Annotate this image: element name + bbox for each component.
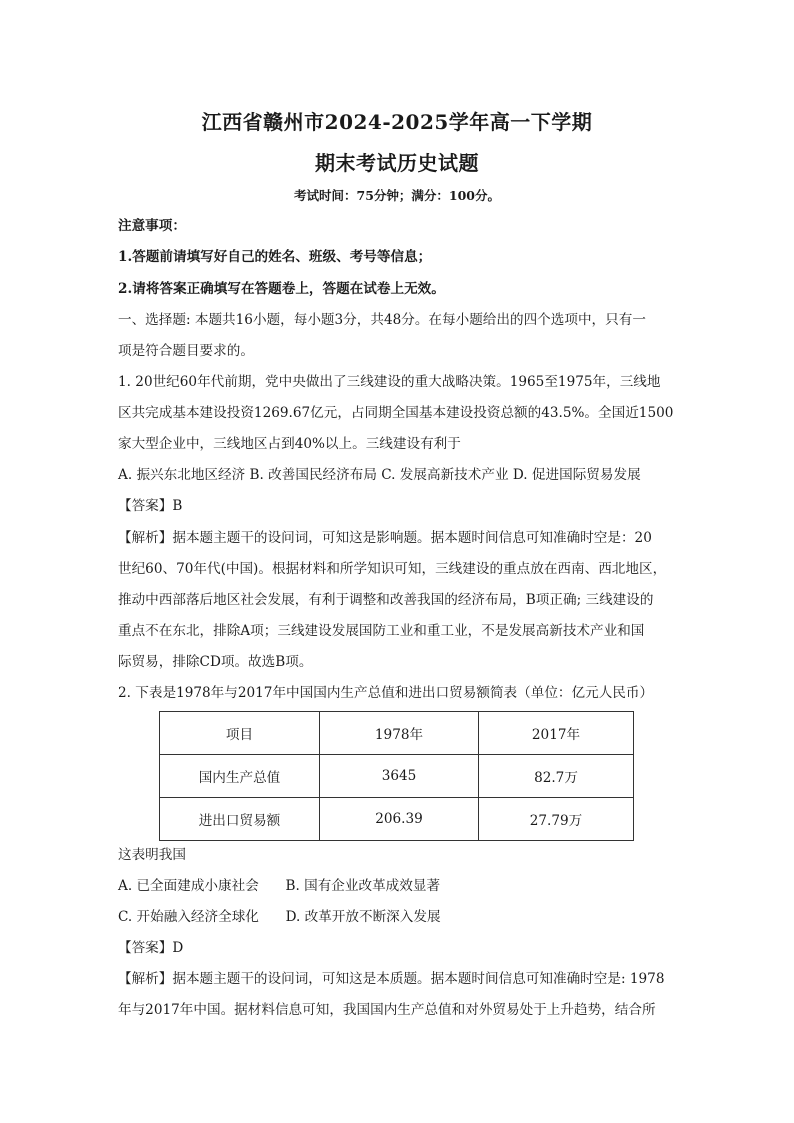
q2-question: 这表明我国 [118,847,186,863]
notes-item-2: 2.请将答案正确填写在答题卷上，答题在试卷上无效。 [118,281,445,297]
notes-item-1: 1.答题前请填写好自己的姓名、班级、考号等信息； [118,249,432,265]
table-cell: 3645 [320,755,479,798]
q2-option-b: B. 国有企业改革成效显著 [285,878,441,894]
q1-analysis-line1: 【解析】据本题主题干的设问词，可知这是影响题。据本题时间信息可知准确时空是：20 [118,530,652,546]
section-intro-line2: 项是符合题目要求的。 [118,343,254,359]
q1-stem-line1: 1. 20世纪60年代前期，党中央做出了三线建设的重大战略决策。1965至1975年，三线地 [118,374,661,390]
q2-options-row1 [118,876,678,896]
table-cell: 82.7万 [479,755,634,798]
q1-analysis-line4: 重点不在东北，排除A项；三线建设发展国防工业和重工业，不是发展高新技术产业和国 [118,623,645,639]
q2-data-table [159,711,634,841]
q2-answer: 【答案】D [118,940,184,956]
q1-analysis-line5: 际贸易，排除CD项。故选B项。 [118,654,313,670]
table-cell: 27.79万 [479,798,634,841]
table-header-cell: 项目 [160,712,320,755]
q2-analysis-line2: 年与2017年中国。据材料信息可知，我国国内生产总值和对外贸易处于上升趋势，结合所 [118,1002,656,1018]
q2-options-row2 [118,907,678,927]
table-header-row [160,712,634,755]
table-cell: 进出口贸易额 [160,798,320,841]
q1-stem-line2: 区共完成基本建设投资1269.67亿元，占同期全国基本建设投资总额的43.5%。全国近1500 [118,405,674,421]
q1-analysis-line3: 推动中西部落后地区社会发展，有利于调整和改善我国的经济布局，B项正确; 三线建设的 [118,592,654,608]
exam-info: 考试时间：75分钟；满分：100分。 [294,188,500,203]
q1-options: A. 振兴东北地区经济 B. 改善国民经济布局 C. 发展高新技术产业 D. 促进国际贸易发展 [118,467,641,483]
section-intro-line1: 一、选择题: 本题共16小题，每小题3分，共48分。在每小题给出的四个选项中，只有一 [118,312,646,328]
table-header-cell: 1978年 [320,712,479,755]
exam-title-line2: 期末考试历史试题 [315,151,479,175]
table-cell: 206.39 [320,798,479,841]
q2-analysis-line1: 【解析】据本题主题干的设问词，可知这是本质题。据本题时间信息可知准确时空是: 1978 [118,971,665,987]
table-cell: 国内生产总值 [160,755,320,798]
q2-stem: 2. 下表是1978年与2017年中国国内生产总值和进出口贸易额简表（单位：亿元人民币） [118,685,654,701]
q1-analysis-line2: 世纪60、70年代(中国)。根据材料和所学知识可知，三线建设的重点放在西南、西北地区， [118,561,667,577]
table-row [160,798,634,841]
table-header-cell: 2017年 [479,712,634,755]
notes-heading: 注意事项： [118,218,186,234]
q2-option-a: A. 已全面建成小康社会 [118,878,259,894]
exam-title-line1: 江西省赣州市2024-2025学年高一下学期 [201,110,593,134]
q1-stem-line3: 家大型企业中，三线地区占到40%以上。三线建设有利于 [118,436,461,452]
q2-option-d: D. 改革开放不断深入发展 [285,909,441,925]
q2-option-c: C. 开始融入经济全球化 [118,909,259,925]
table-row [160,755,634,798]
q1-answer: 【答案】B [118,498,183,514]
